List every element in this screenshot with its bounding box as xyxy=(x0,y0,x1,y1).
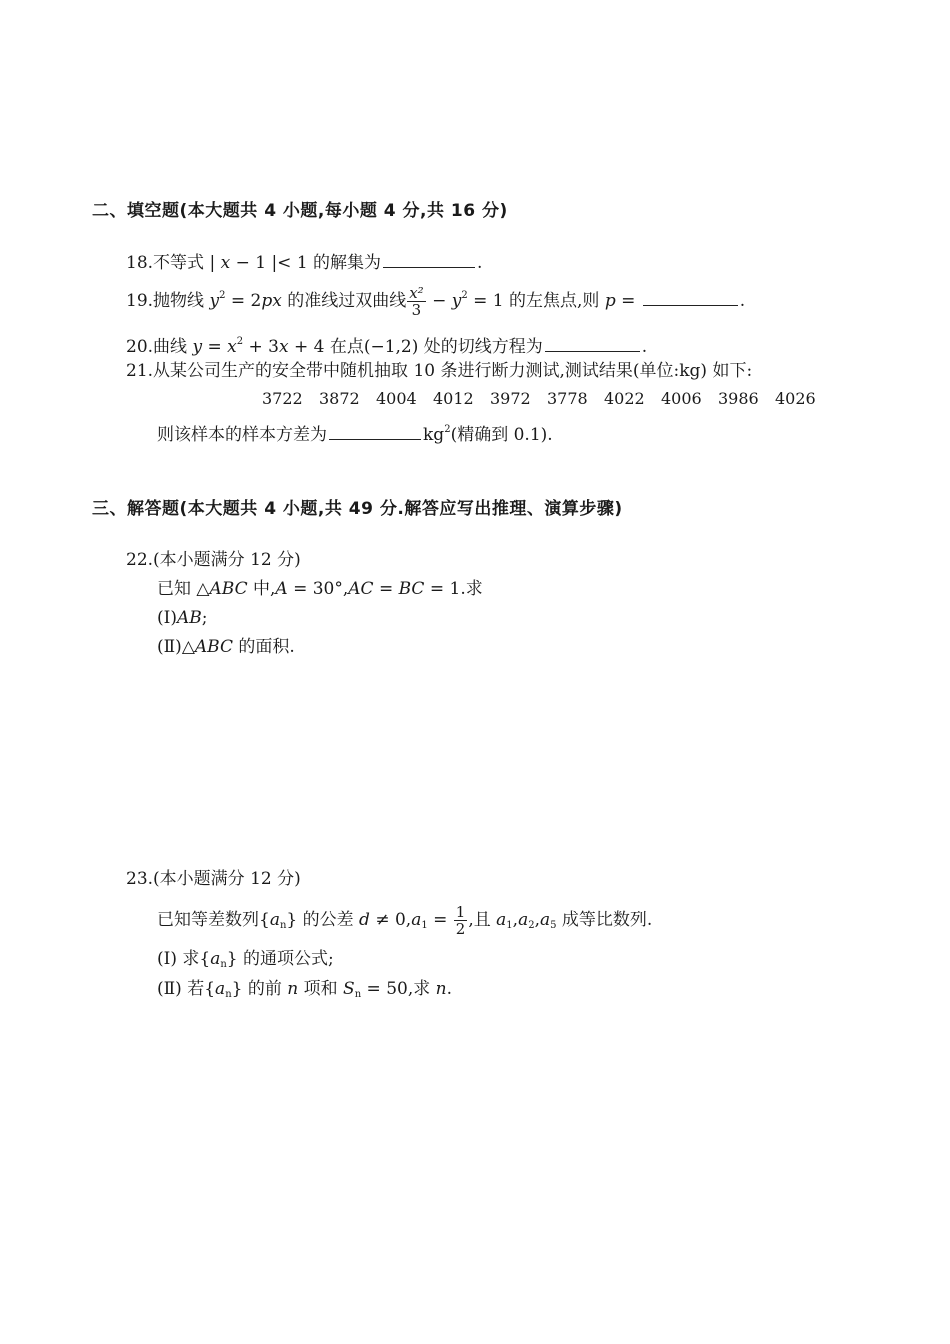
q19-eqs: = xyxy=(615,291,641,311)
q23-sub-2: 2 xyxy=(528,920,535,931)
q21-value: 3986 xyxy=(718,389,759,408)
q23-sub-n: n xyxy=(279,920,287,931)
q23-given-prefix: 已知等差数列{ xyxy=(157,910,270,930)
q23-part2-var-a: a xyxy=(215,979,226,999)
q19-frac-num: x² xyxy=(409,284,424,302)
q18-end: . xyxy=(477,253,483,273)
q23-given-mid2: ,且 xyxy=(468,910,497,930)
q19-var-p: p xyxy=(604,291,616,311)
q23-frac-den: 2 xyxy=(455,920,466,938)
q23-part2-prefix: (Ⅱ) 若{ xyxy=(157,979,216,999)
q19-mid2: − xyxy=(426,291,452,311)
q23-eq: = xyxy=(427,910,453,930)
q23-part1-var-a: a xyxy=(210,949,221,969)
q23-sub-5: 5 xyxy=(550,920,557,931)
q23-given-mid: } 的公差 xyxy=(286,910,360,930)
q23-sub-1b: 1 xyxy=(506,920,513,931)
q20-var-x2: x xyxy=(278,337,289,357)
q21-value: 3972 xyxy=(490,389,531,408)
q22-given xyxy=(157,577,483,601)
q23-var-a2: a xyxy=(518,910,529,930)
q23-sub-1: 1 xyxy=(421,920,428,931)
q23-part2-mid2: 项和 xyxy=(298,979,344,999)
q22-given-prefix: 已知 △ xyxy=(157,579,210,599)
q23-given-end: 成等比数列. xyxy=(556,910,653,930)
q20-var-y: y xyxy=(192,337,203,357)
q23-part1-prefix: (Ⅰ) 求{ xyxy=(157,949,211,969)
q20-prefix: 20.曲线 xyxy=(126,337,193,357)
question-21-text: 21.从某公司生产的安全带中随机抽取 10 条进行断力测试,测试结果(单位:kg) 如下: xyxy=(126,361,753,381)
q23-var-a1: a xyxy=(411,910,422,930)
q23-var-a5: a xyxy=(540,910,551,930)
q20-rest: + 3 xyxy=(243,337,279,357)
q23-part1-sub-n: n xyxy=(220,959,227,970)
q22-var-ac: AC xyxy=(348,579,374,599)
q23-part2 xyxy=(157,977,452,1007)
q19-var-px: px xyxy=(261,291,282,311)
q21-value: 4004 xyxy=(376,389,417,408)
q21-tail-end: (精确到 0.1). xyxy=(450,425,553,445)
q20-eq: = xyxy=(202,337,228,357)
question-20: 20.曲线 $y = x^2 + 3x + 4$ 在点(−1,2) 处的切线方程为 . xyxy=(126,336,648,357)
q23-var-s: S xyxy=(343,979,355,999)
question-18 xyxy=(126,251,482,275)
q21-value: 4026 xyxy=(775,389,816,408)
q23-var-d: d xyxy=(359,910,370,930)
q21-answer-blank[interactable] xyxy=(329,423,421,440)
q19-mid3: = 1 的左焦点,则 xyxy=(467,291,605,311)
q22-var-bc: BC xyxy=(398,579,425,599)
question-19: 19.抛物线 $y^2 = 2px$ 的准线过双曲线 $\frac{\text{x²}}{3}$ − $y^2 = 1$ 的左焦点,则 p = . xyxy=(126,284,746,319)
q23-part2-mid: } 的前 xyxy=(231,979,288,999)
q23-part2-var-n2: n xyxy=(435,979,447,999)
q23-var-a1b: a xyxy=(496,910,507,930)
q19-answer-blank[interactable] xyxy=(643,289,738,306)
q22-part1-end: ; xyxy=(201,608,208,628)
q23-frac-num: 1 xyxy=(455,903,466,921)
q19-var-y: y xyxy=(209,291,220,311)
q20-rest2: + 4 在点(−1,2) 处的切线方程为 xyxy=(288,337,543,357)
q22-eq2: = xyxy=(373,579,399,599)
q22-given-eq: = 30°, xyxy=(287,579,349,599)
q23-part1 xyxy=(157,947,334,977)
q22-part2-prefix: (Ⅱ)△ xyxy=(157,637,195,657)
q23-var-a: a xyxy=(269,910,280,930)
q21-value: 3778 xyxy=(547,389,588,408)
q22-part1-prefix: (Ⅰ) xyxy=(157,608,177,628)
q19-var-y2: y xyxy=(451,291,462,311)
q20-end: . xyxy=(641,337,648,357)
q23-part2-end: . xyxy=(446,979,452,999)
q22-var-ab: AB xyxy=(176,608,202,628)
q23-part2-sub-n2: n xyxy=(354,989,362,1000)
q21-value: 3872 xyxy=(319,389,360,408)
q22-var-a: A xyxy=(275,579,288,599)
q22-part1 xyxy=(157,606,208,630)
q22-var-abc: ABC xyxy=(209,579,248,599)
q18-answer-blank[interactable] xyxy=(383,251,475,268)
q22-part2 xyxy=(157,635,295,659)
q19-eq: = 2 xyxy=(230,291,262,311)
question-21-tail: 则该样本的样本方差为 $kg^2$(精确到 0.1). xyxy=(157,424,553,445)
q19-end: . xyxy=(739,291,746,311)
q21-data-row xyxy=(262,389,832,408)
q21-value: 4012 xyxy=(433,389,474,408)
q18-mid: − 1 |< 1 的解集为 xyxy=(230,253,382,273)
q23-given: 已知等差数列$\{a_n\}$ 的公差 $d \ne 0,a_1$ = $\frac{1}{2}$ ,且 $a_1,a_2,a_5$ 成等比数列. xyxy=(157,903,653,938)
q20-answer-blank[interactable] xyxy=(545,335,640,352)
q19-prefix: 19.抛物线 xyxy=(126,291,210,311)
q23-header: 23.(本小题满分 12 分) xyxy=(126,869,301,889)
q23-part2-eq: = 50,求 xyxy=(361,979,436,999)
q23-part2-sub-n: n xyxy=(225,989,232,1000)
q18-var-x: x xyxy=(220,253,231,273)
q22-header: 22.(本小题满分 12 分) xyxy=(126,550,301,570)
q18-prefix: 18.不等式 | xyxy=(126,253,221,273)
section-3-title: 三、解答题(本大题共 4 小题,共 49 分.解答应写出推理、演算步骤) xyxy=(92,499,623,519)
q21-value: 4006 xyxy=(661,389,702,408)
q21-value: 3722 xyxy=(262,389,303,408)
q23-part2-var-n: n xyxy=(287,979,299,999)
q21-tail-prefix: 则该样本的样本方差为 xyxy=(157,425,327,445)
q19-frac-den: 3 xyxy=(411,301,422,319)
q22-part2-end: 的面积. xyxy=(233,637,295,657)
q19-mid1: 的准线过双曲线 xyxy=(281,291,407,311)
q23-part1-end: } 的通项公式; xyxy=(226,949,334,969)
q21-value: 4022 xyxy=(604,389,645,408)
q19-fraction xyxy=(407,285,425,318)
q21-unit: kg xyxy=(423,425,445,445)
q20-var-x1: x xyxy=(227,337,237,357)
q22-given-end: = 1.求 xyxy=(424,579,483,599)
section-2-title: 二、填空题(本大题共 4 小题,每小题 4 分,共 16 分) xyxy=(92,201,508,221)
q22-var-abc2: ABC xyxy=(194,637,233,657)
q23-fraction xyxy=(454,904,468,937)
q23-given-ne: ≠ 0, xyxy=(369,910,412,930)
q22-given-mid: 中, xyxy=(247,579,276,599)
